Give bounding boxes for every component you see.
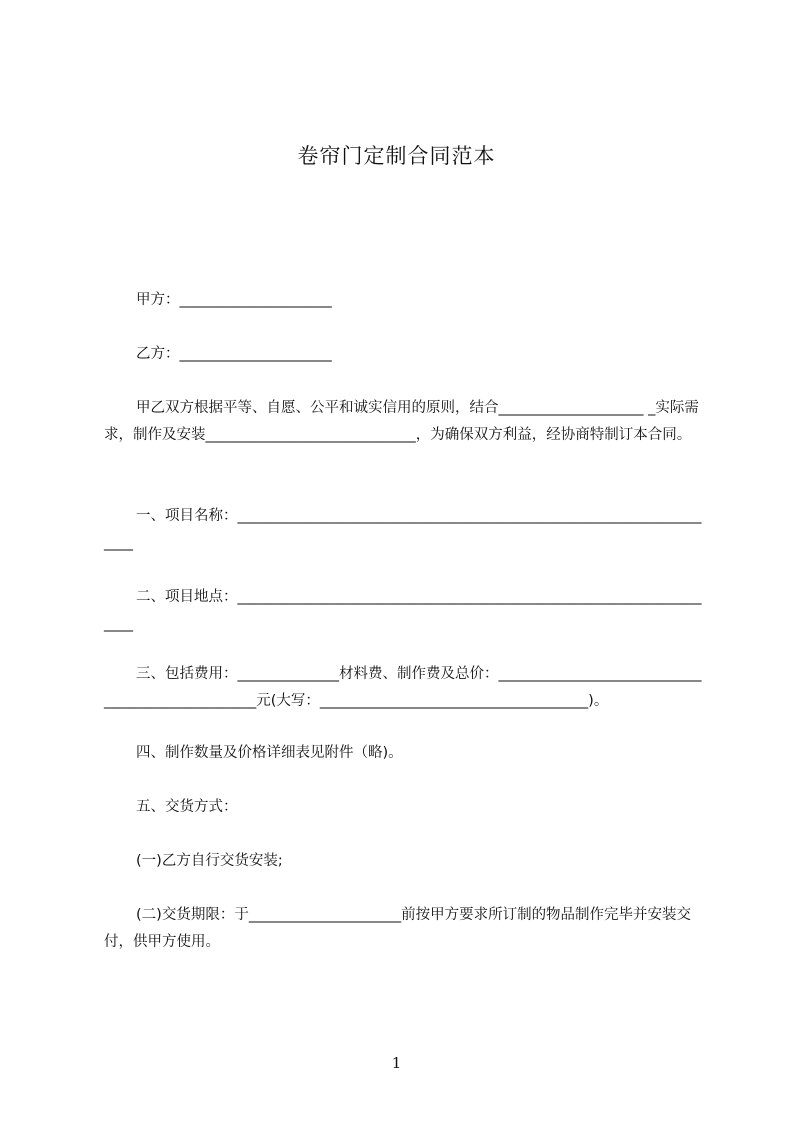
clause-4-quantity-price: 四、制作数量及价格详细表见附件（略)。 — [136, 745, 403, 761]
party-b-line: 乙方：_____________________ — [136, 346, 332, 362]
document-title: 卷帘门定制合同范本 — [297, 144, 496, 168]
page-number: 1 — [391, 1054, 402, 1072]
clause-3-fees: 三、包括费用：______________材料费、制作费及总价：_________________________________________________元(大写：_____________________________________)。 — [104, 666, 702, 709]
clause-5-2-delivery-deadline: (二)交货期限：于_____________________前按甲方要求所订制的物品制作完毕并安装交付，供甲方使用。 — [104, 907, 692, 950]
clause-2-project-location: 二、项目地点：____________________________________________________________________ — [104, 589, 702, 632]
clause-5-delivery-method: 五、交货方式： — [136, 799, 238, 815]
clause-1-project-name: 一、项目名称：____________________________________________________________________ — [104, 508, 702, 551]
intro-paragraph: 甲乙双方根据平等、自愿、公平和诚实信用的原则，结合____________________ _实际需求，制作及安装_____________________________，为确保双方利益，经协商特制订本合同。 — [104, 400, 699, 443]
clause-5-1-self-install: (一)乙方自行交货安装; — [136, 853, 283, 869]
party-a-line: 甲方：_____________________ — [136, 292, 332, 308]
